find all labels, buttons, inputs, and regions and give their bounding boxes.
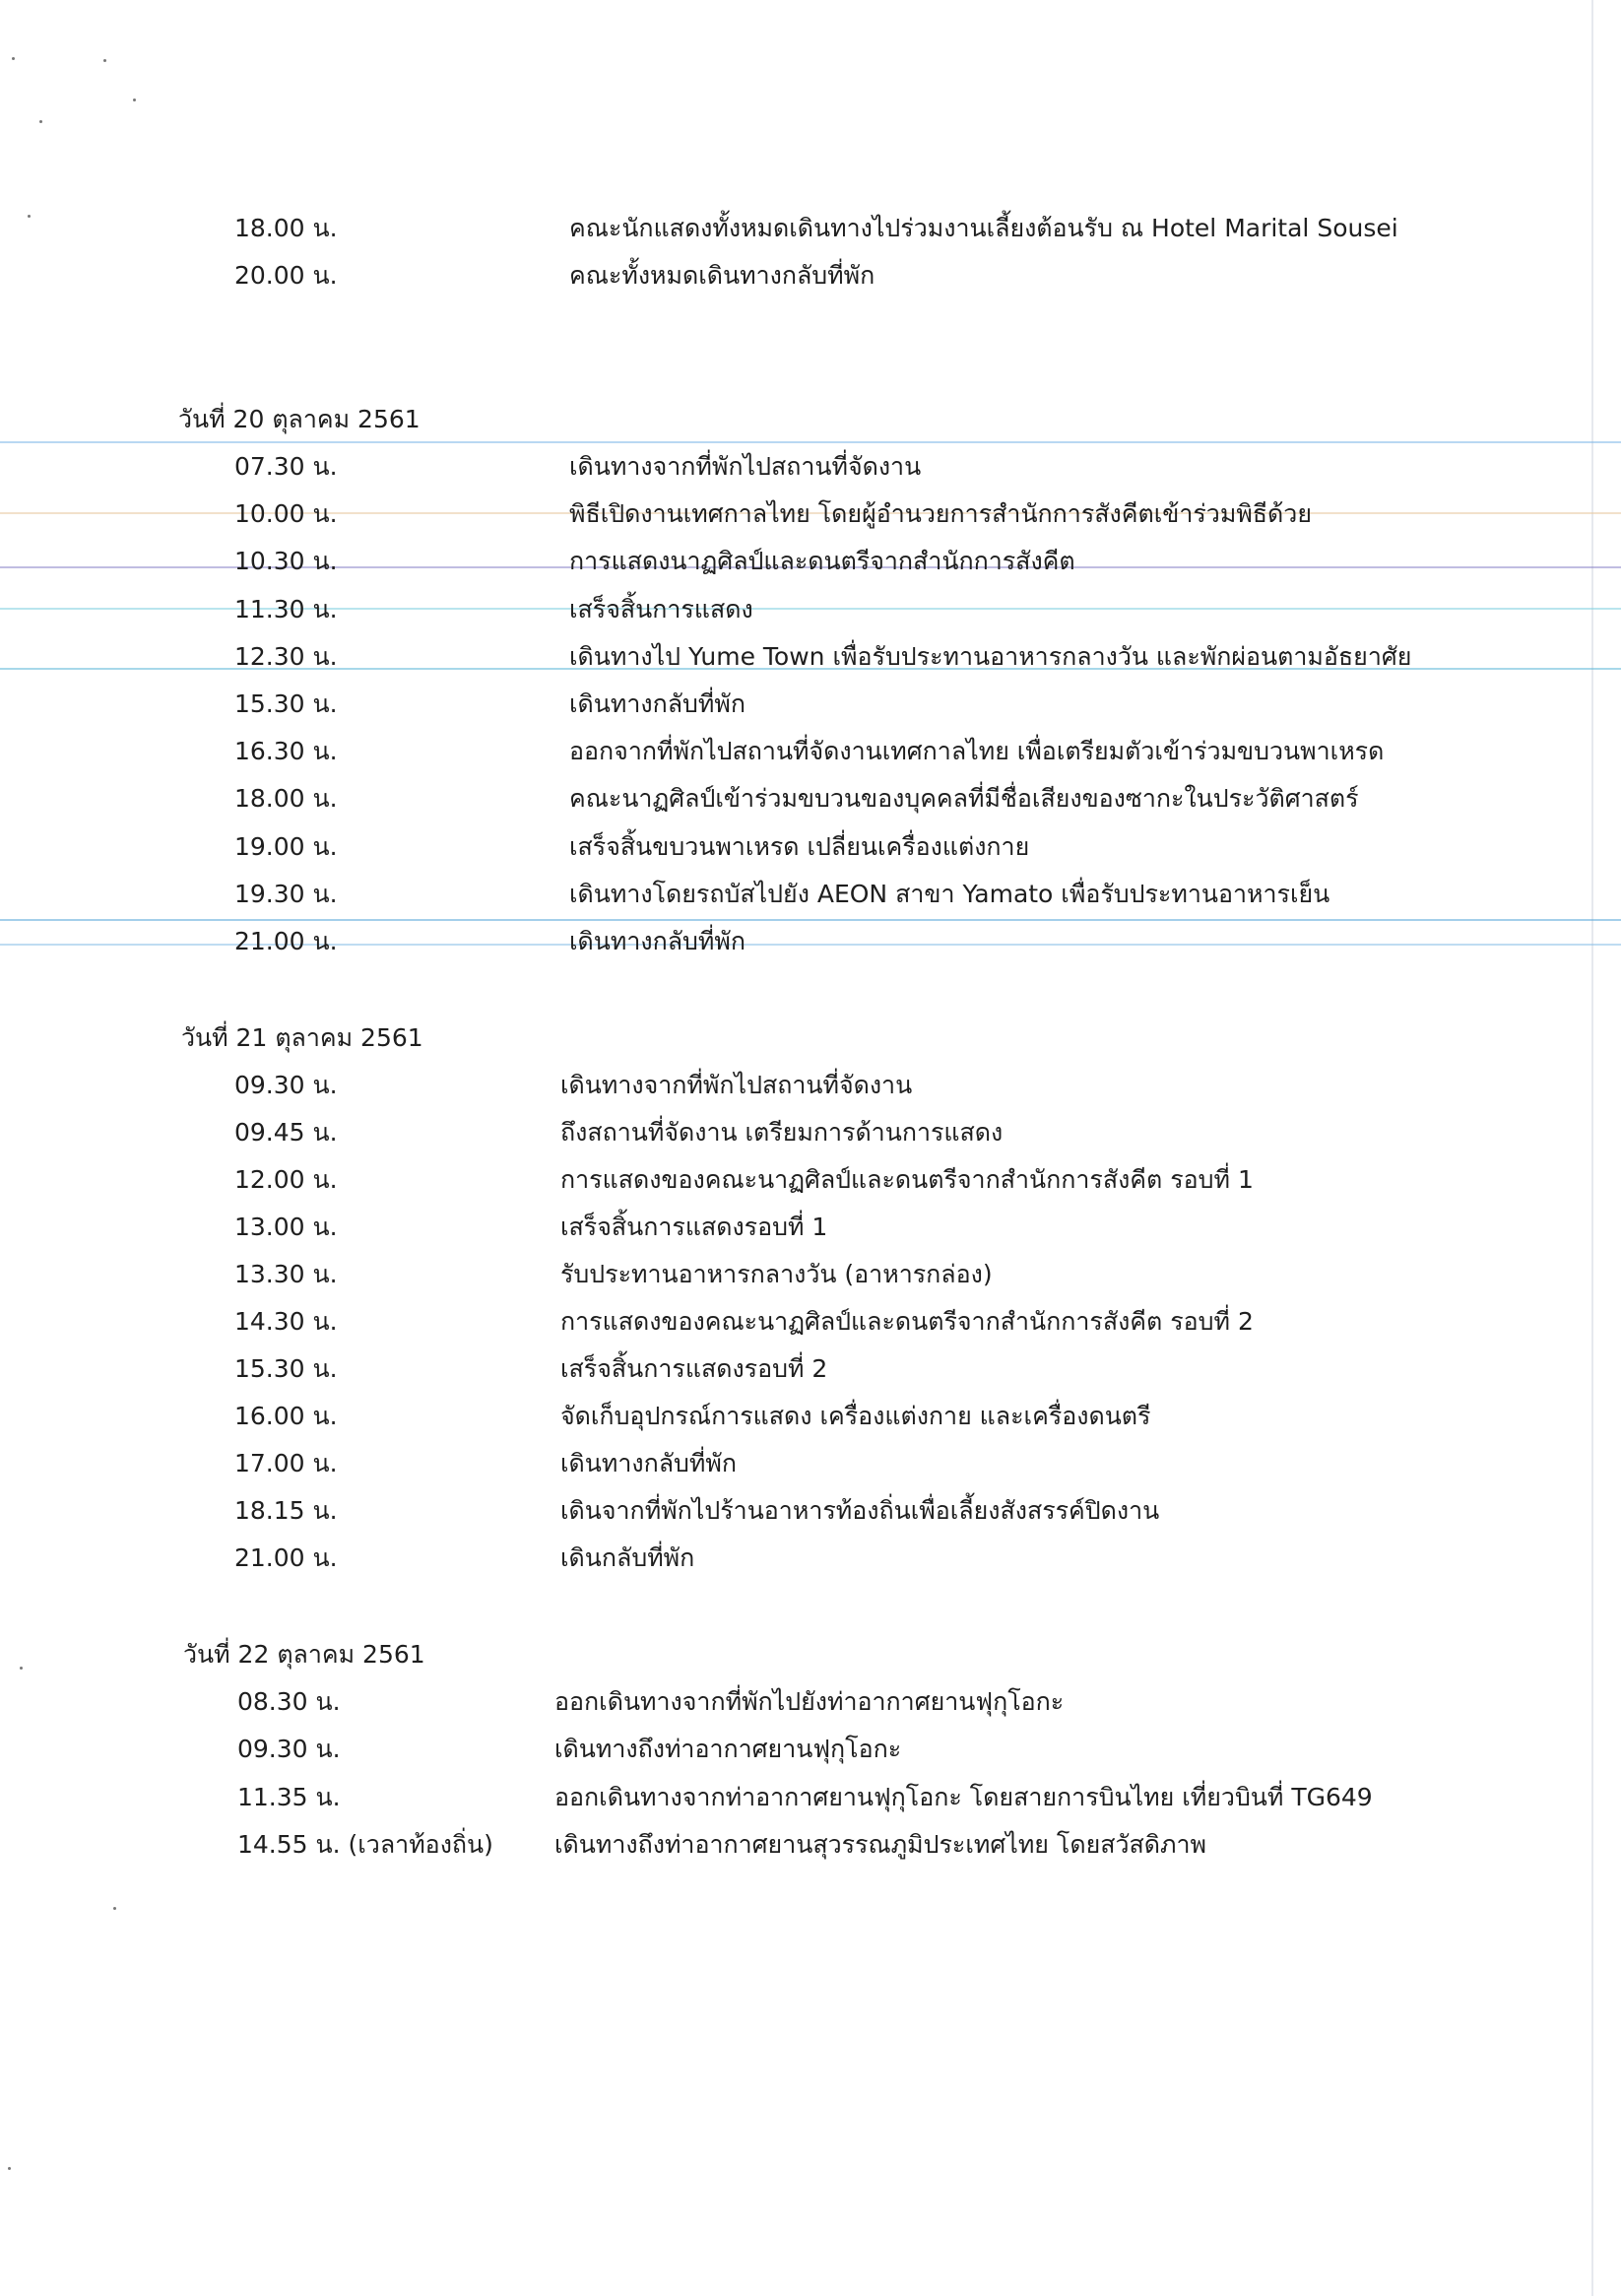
schedule-description: คณะนักแสดงทั้งหมดเดินทางไปร่วมงานเลี้ยงต้อนรับ ณ Hotel Marital Sousei [569, 214, 1398, 242]
scan-artifact-line [0, 441, 1621, 443]
schedule-description: เดินทางกลับที่พัก [569, 927, 746, 955]
schedule-description: เสร็จสิ้นการแสดงรอบที่ 2 [560, 1354, 828, 1383]
schedule-row [0, 1682, 1576, 1730]
schedule-description: เดินทางถึงท่าอากาศยานฟุกุโอกะ [554, 1735, 902, 1764]
schedule-row [0, 827, 1576, 875]
schedule-description: เดินทางกลับที่พัก [569, 689, 746, 718]
schedule-row [0, 1255, 1576, 1302]
schedule-time: 08.30 น. [237, 1687, 341, 1716]
scan-speck [133, 98, 136, 101]
date-heading: วันที่ 22 ตุลาคม 2561 [183, 1640, 425, 1669]
schedule-description: ออกจากที่พักไปสถานที่จัดงานเทศกาลไทย เพื่อเตรียมตัวเข้าร่วมขบวนพาเหรด [569, 737, 1385, 766]
date-heading: วันที่ 21 ตุลาคม 2561 [181, 1023, 423, 1052]
schedule-row [0, 1491, 1576, 1539]
schedule-time: 12.30 น. [234, 641, 338, 671]
schedule-time: 21.00 น. [234, 1543, 338, 1572]
scan-speck [39, 120, 42, 123]
schedule-row [0, 1539, 1576, 1586]
schedule-time: 11.30 น. [234, 594, 338, 623]
schedule-time: 15.30 น. [234, 689, 338, 718]
schedule-description: ออกเดินทางจากท่าอากาศยานฟุกุโอกะ โดยสายการบินไทย เที่ยวบินที่ TG649 [554, 1782, 1373, 1811]
schedule-time: 18.00 น. [234, 784, 338, 814]
schedule-description: รับประทานอาหารกลางวัน (อาหารกล่อง) [560, 1260, 993, 1288]
schedule-time: 14.30 น. [234, 1307, 338, 1336]
schedule-time: 21.00 น. [234, 927, 338, 955]
schedule-row [0, 256, 1576, 303]
schedule-time: 16.00 น. [234, 1402, 338, 1430]
schedule-description: เดินทางถึงท่าอากาศยานสุวรรณภูมิประเทศไทย โดยสวัสดิภาพ [554, 1829, 1206, 1859]
schedule-time: 18.15 น. [234, 1496, 338, 1525]
schedule-row [0, 209, 1576, 256]
schedule-row [0, 1778, 1576, 1825]
schedule-row [0, 1208, 1576, 1255]
schedule-description: เดินจากที่พักไปร้านอาหารท้องถิ่นเพื่อเลี้ยงสังสรรค์ปิดงาน [560, 1496, 1160, 1525]
schedule-description: เดินทางจากที่พักไปสถานที่จัดงาน [560, 1071, 913, 1099]
schedule-time: 15.30 น. [234, 1354, 338, 1383]
schedule-row [0, 637, 1576, 685]
schedule-description: การแสดงนาฏศิลป์และดนตรีจากสำนักการสังคีต [569, 547, 1075, 576]
schedule-description: เดินกลับที่พัก [560, 1543, 695, 1572]
schedule-description: เสร็จสิ้นการแสดงรอบที่ 1 [560, 1213, 828, 1241]
schedule-row [0, 875, 1576, 922]
schedule-row [0, 732, 1576, 779]
schedule-description: เดินทางกลับที่พัก [560, 1449, 738, 1477]
schedule-row [0, 1113, 1576, 1160]
schedule-description: เสร็จสิ้นการแสดง [569, 594, 753, 623]
schedule-description: ออกเดินทางจากที่พักไปยังท่าอากาศยานฟุกุโอกะ [554, 1687, 1065, 1716]
date-heading: วันที่ 20 ตุลาคม 2561 [178, 405, 421, 433]
schedule-description: การแสดงของคณะนาฏศิลป์และดนตรีจากสำนักการสังคีต รอบที่ 1 [560, 1165, 1254, 1194]
schedule-description: คณะนาฏศิลป์เข้าร่วมขบวนของบุคคลที่มีชื่อเสียงของซากะในประวัติศาสตร์ [569, 784, 1359, 814]
schedule-row [0, 1825, 1576, 1872]
schedule-time: 09.30 น. [234, 1071, 338, 1099]
schedule-description: จัดเก็บอุปกรณ์การแสดง เครื่องแต่งกาย และเครื่องดนตรี [560, 1402, 1151, 1430]
schedule-time: 19.30 น. [234, 879, 338, 908]
schedule-time: 07.30 น. [234, 452, 338, 481]
schedule-time: 18.00 น. [234, 214, 338, 242]
schedule-row [0, 542, 1576, 589]
schedule-description: พิธีเปิดงานเทศกาลไทย โดยผู้อำนวยการสำนักการสังคีตเข้าร่วมพิธีด้วย [569, 499, 1312, 529]
schedule-time: 20.00 น. [234, 261, 338, 290]
schedule-time: 11.35 น. [237, 1782, 341, 1811]
scan-speck [12, 57, 15, 60]
schedule-time: 10.00 น. [234, 499, 338, 529]
schedule-row [0, 1444, 1576, 1491]
schedule-description: ถึงสถานที่จัดงาน เตรียมการด้านการแสดง [560, 1118, 1004, 1147]
schedule-time: 09.45 น. [234, 1118, 338, 1147]
schedule-row [0, 590, 1576, 637]
schedule-row [0, 1160, 1576, 1208]
schedule-row [0, 1730, 1576, 1777]
schedule-time: 17.00 น. [234, 1449, 338, 1477]
schedule-row [0, 685, 1576, 732]
schedule-row [0, 447, 1576, 494]
schedule-time: 14.55 น. (เวลาท้องถิ่น) [237, 1829, 493, 1859]
schedule-row [0, 494, 1576, 542]
schedule-time: 13.00 น. [234, 1213, 338, 1241]
schedule-description: เดินทางไป Yume Town เพื่อรับประทานอาหารกลางวัน และพักผ่อนตามอัธยาศัย [569, 641, 1412, 671]
scan-speck [8, 2167, 11, 2170]
schedule-description: เสร็จสิ้นขบวนพาเหรด เปลี่ยนเครื่องแต่งกาย [569, 831, 1030, 861]
schedule-row [0, 922, 1576, 969]
scan-speck [20, 1667, 23, 1670]
schedule-time: 19.00 น. [234, 831, 338, 861]
schedule-time: 12.00 น. [234, 1165, 338, 1194]
schedule-description: เดินทางโดยรถบัสไปยัง AEON สาขา Yamato เพื่อรับประทานอาหารเย็น [569, 879, 1330, 908]
schedule-row [0, 779, 1576, 826]
scan-speck [103, 59, 106, 62]
scan-speck [113, 1907, 116, 1910]
schedule-time: 16.30 น. [234, 737, 338, 766]
schedule-time: 13.30 น. [234, 1260, 338, 1288]
schedule-time: 10.30 น. [234, 547, 338, 576]
schedule-description: เดินทางจากที่พักไปสถานที่จัดงาน [569, 452, 922, 481]
schedule-description: คณะทั้งหมดเดินทางกลับที่พัก [569, 261, 875, 290]
schedule-row [0, 1066, 1576, 1113]
page-edge [1591, 0, 1593, 2296]
schedule-row [0, 1397, 1576, 1444]
schedule-description: การแสดงของคณะนาฏศิลป์และดนตรีจากสำนักการสังคีต รอบที่ 2 [560, 1307, 1254, 1336]
schedule-time: 09.30 น. [237, 1735, 341, 1764]
schedule-row [0, 1349, 1576, 1397]
schedule-row [0, 1302, 1576, 1349]
